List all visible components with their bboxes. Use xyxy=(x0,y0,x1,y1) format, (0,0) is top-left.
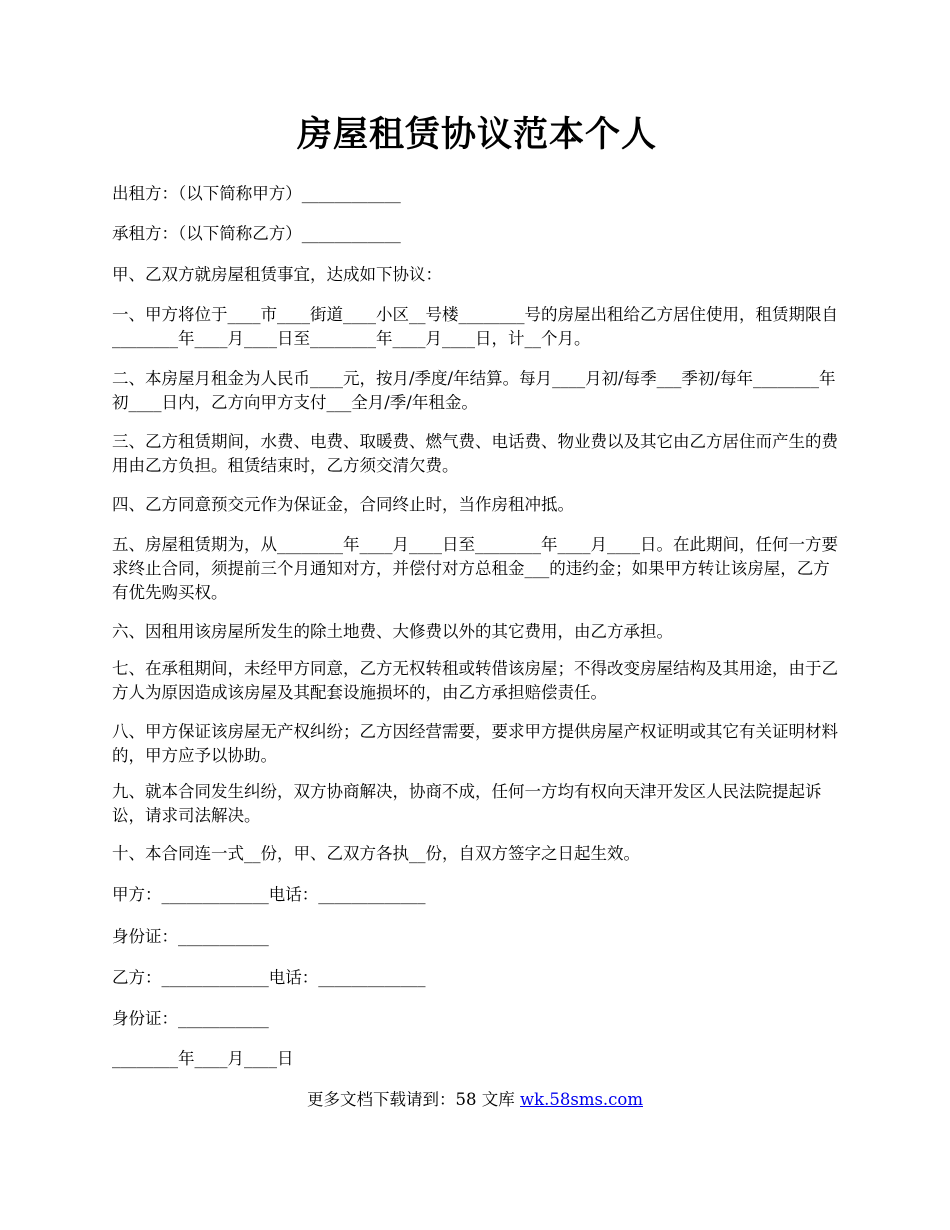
clause-1: 一、甲方将位于____市____街道____小区__号楼________号的房屋出租给乙方居住使用，租赁期限自________年____月____日至________年____月____日，计__个月。 xyxy=(112,305,838,348)
footer-link[interactable]: wk.58sms.com xyxy=(519,1090,643,1109)
clause-5: 五、房屋租赁期为，从________年____月____日至________年____月____日。在此期间，任何一方要求终止合同，须提前三个月通知对方，并偿付对方总租金___的违约金；如果甲方转让该房屋，乙方有优先购买权。 xyxy=(112,535,838,602)
agreement-intro: 甲、乙双方就房屋租赁事宜，达成如下协议： xyxy=(112,265,442,284)
lessee-line: 承租方：（以下简称乙方）____________ xyxy=(112,224,401,243)
footer-text: 更多文档下载请到：58 文库 xyxy=(306,1090,520,1109)
lessor-line: 出租方：（以下简称甲方）____________ xyxy=(112,184,401,203)
clause-6: 六、因租用该房屋所发生的除土地费、大修费以外的其它费用，由乙方承担。 xyxy=(112,622,673,641)
clause-4: 四、乙方同意预交元作为保证金，合同终止时，当作房租冲抵。 xyxy=(112,495,574,514)
party-a-signature-line: 甲方：_____________电话：_____________ xyxy=(112,885,426,904)
clause-3: 三、乙方租赁期间，水费、电费、取暖费、燃气费、电话费、物业费以及其它由乙方居住而产生的费用由乙方负担。租赁结束时，乙方须交清欠费。 xyxy=(112,432,838,475)
clause-8: 八、甲方保证该房屋无产权纠纷；乙方因经营需要，要求甲方提供房屋产权证明或其它有关证明材料的，甲方应予以协助。 xyxy=(112,722,838,765)
clause-10: 十、本合同连一式__份，甲、乙双方各执__份，自双方签字之日起生效。 xyxy=(112,844,640,863)
party-b-signature-line: 乙方：_____________电话：_____________ xyxy=(112,968,426,987)
party-b-id-line: 身份证：___________ xyxy=(112,1009,269,1028)
clause-2: 二、本房屋月租金为人民币____元，按月/季度/年结算。每月____月初/每季___季初/每年________年初____日内，乙方向甲方支付___全月/季/年租金。 xyxy=(112,369,836,412)
document-title: 房屋租赁协议范本个人 xyxy=(296,114,657,155)
clause-9: 九、就本合同发生纠纷，双方协商解决，协商不成，任何一方均有权向天津开发区人民法院提起诉讼，请求司法解决。 xyxy=(112,782,822,825)
footer xyxy=(0,1088,950,1112)
party-a-id-line: 身份证：___________ xyxy=(112,927,269,946)
clause-7: 七、在承租期间，未经甲方同意，乙方无权转租或转借该房屋；不得改变房屋结构及其用途，由于乙方人为原因造成该房屋及其配套设施损坏的，由乙方承担赔偿责任。 xyxy=(112,659,838,702)
date-line: ________年____月____日 xyxy=(112,1049,294,1068)
